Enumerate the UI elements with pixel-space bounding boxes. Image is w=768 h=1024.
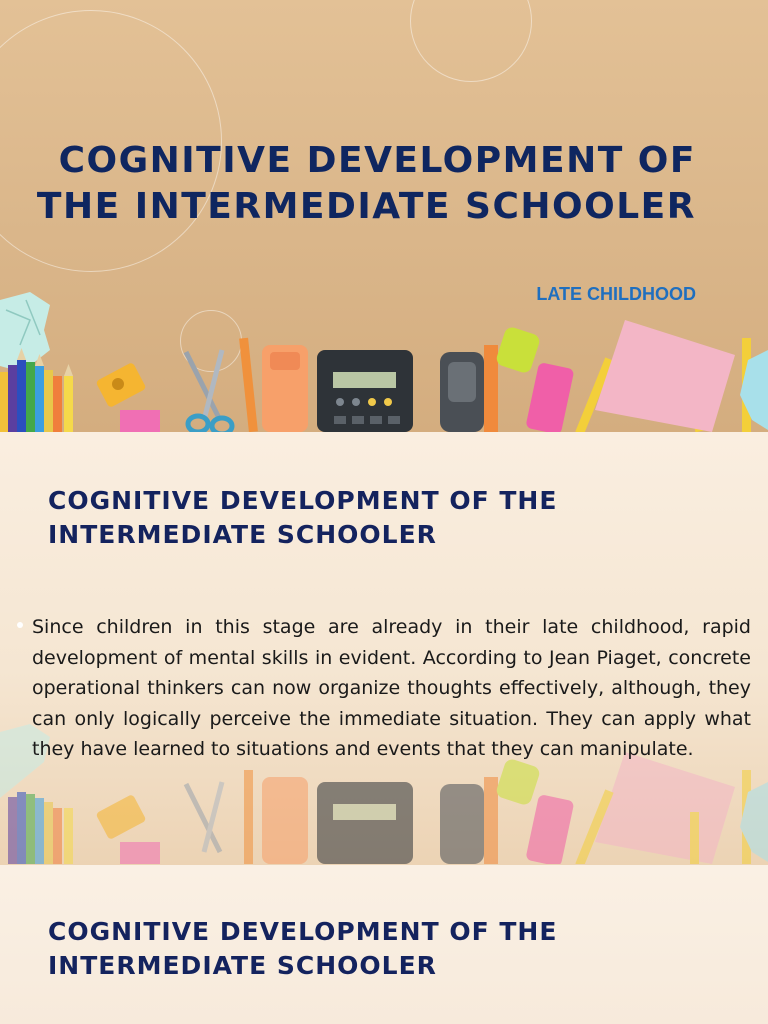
stapler-icon [440, 784, 484, 864]
highlighters-icon [484, 757, 574, 864]
scissors-icon [186, 350, 232, 432]
orange-pencils-icon [239, 338, 308, 432]
bullet-paragraph: Since children in this stage are already in their late childhood, rapid development of mental skills in evident. According to Jean Piaget, concrete operational thinkers can now organize thoughts effectively, although, they can only logically perceive the immediate situation. They can apply what they have learned to situations and events that they can manipulate. [32, 616, 751, 760]
content-slide-title: COGNITIVE DEVELOPMENT OF THE INTERMEDIATE SCHOOLER [48, 917, 558, 980]
pencil-sharpener-icon [95, 794, 160, 864]
slide-title: COGNITIVE DEVELOPMENT OF THE INTERMEDIATE SCHOOLER [36, 140, 696, 227]
school-supplies-illustration [0, 0, 768, 432]
calculator-icon [317, 350, 413, 432]
calculator-icon [317, 782, 413, 864]
orange-pencils-icon [244, 770, 308, 864]
pencil-sharpener-icon [95, 362, 160, 432]
title-slide [0, 0, 768, 432]
stapler-icon [440, 352, 484, 432]
slide-subtitle: LATE CHILDHOOD [536, 284, 696, 304]
bullet-icon [17, 622, 23, 628]
sticky-notes-icon [575, 752, 768, 864]
highlighters-icon [484, 325, 574, 432]
sticky-notes-icon [595, 320, 735, 432]
scissors-icon [186, 782, 222, 852]
content-slide-2 [0, 865, 768, 1024]
content-slide-title: COGNITIVE DEVELOPMENT OF THE INTERMEDIATE SCHOOLER [48, 486, 558, 549]
